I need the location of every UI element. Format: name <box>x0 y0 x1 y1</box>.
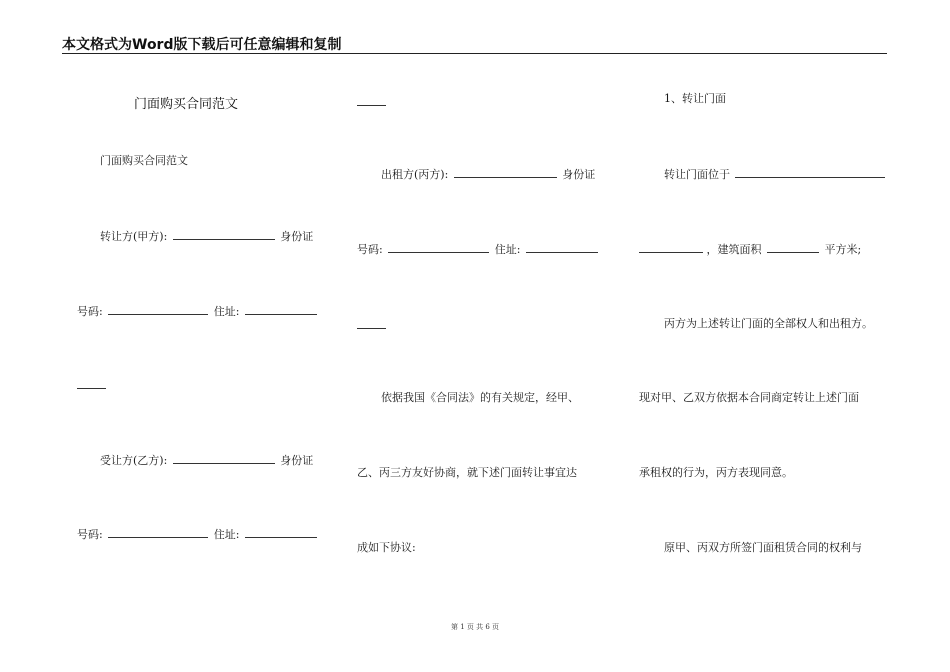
party-b-line <box>100 453 313 468</box>
party-b-label: 受让方(乙方): <box>100 454 168 467</box>
location-blank <box>735 167 885 178</box>
id-number-blank <box>108 304 208 315</box>
column-2 <box>357 0 607 672</box>
address-label: 住址: <box>213 305 240 318</box>
continuation-blank-line <box>77 378 106 393</box>
section-heading: 1、转让门面 <box>664 92 726 105</box>
paragraph-line: 原甲、丙双方所签门面租赁合同的权利与 <box>664 541 862 554</box>
address-continuation-blank <box>77 378 106 389</box>
party-c-name-blank <box>454 167 557 178</box>
area-label: ，建筑面积 <box>706 243 762 256</box>
column-1 <box>77 0 322 672</box>
area-unit: 平方米; <box>824 243 862 256</box>
id-number-blank <box>388 242 489 253</box>
paragraph-line: 现对甲、乙双方依据本合同商定转让上述门面 <box>639 391 859 404</box>
area-line <box>639 242 861 257</box>
party-b-name-blank <box>173 453 275 464</box>
paragraph-line: 成如下协议: <box>357 541 416 554</box>
area-blank <box>767 242 819 253</box>
paragraph-line: 乙、丙三方友好协商，就下述门面转让事宜达 <box>357 466 577 479</box>
paragraph-line: 丙方为上述转让门面的全部权人和出租方。 <box>664 317 873 330</box>
number-label: 号码: <box>77 528 103 541</box>
id-card-label: 身份证 <box>280 230 314 243</box>
document-banner: 本文格式为Word版下载后可任意编辑和复制 <box>62 37 342 53</box>
party-c-line <box>381 167 595 182</box>
party-c-label: 出租方(丙方): <box>381 168 449 181</box>
paragraph-line: 依据我国《合同法》的有关规定，经甲、 <box>381 391 579 404</box>
continuation-blank-line <box>357 318 386 333</box>
location-line <box>664 167 885 182</box>
party-b-number-line <box>77 527 317 542</box>
address-blank <box>245 527 317 538</box>
address-label: 住址: <box>494 243 521 256</box>
party-a-line <box>100 229 313 244</box>
location-continuation-blank <box>639 242 703 253</box>
party-a-number-line <box>77 304 317 319</box>
continuation-blank-line <box>357 95 386 110</box>
column-3 <box>639 0 889 672</box>
id-card-label: 身份证 <box>280 454 314 467</box>
address-blank <box>245 304 317 315</box>
address-blank <box>526 242 598 253</box>
address-continuation-blank <box>357 95 386 106</box>
paragraph-line: 承租权的行为，丙方表现同意。 <box>639 466 793 479</box>
location-label: 转让门面位于 <box>664 168 730 181</box>
page-number: 第 1 页 共 6 页 <box>450 623 500 631</box>
party-a-label: 转让方(甲方): <box>100 230 168 243</box>
address-label: 住址: <box>213 528 240 541</box>
party-a-name-blank <box>173 229 275 240</box>
address-continuation-blank <box>357 318 386 329</box>
subtitle-line: 门面购买合同范文 <box>100 154 188 167</box>
number-label: 号码: <box>77 305 103 318</box>
id-number-blank <box>108 527 208 538</box>
party-c-number-line <box>357 242 598 257</box>
document-title: 门面购买合同范文 <box>134 97 239 112</box>
number-label: 号码: <box>357 243 383 256</box>
id-card-label: 身份证 <box>562 168 596 181</box>
